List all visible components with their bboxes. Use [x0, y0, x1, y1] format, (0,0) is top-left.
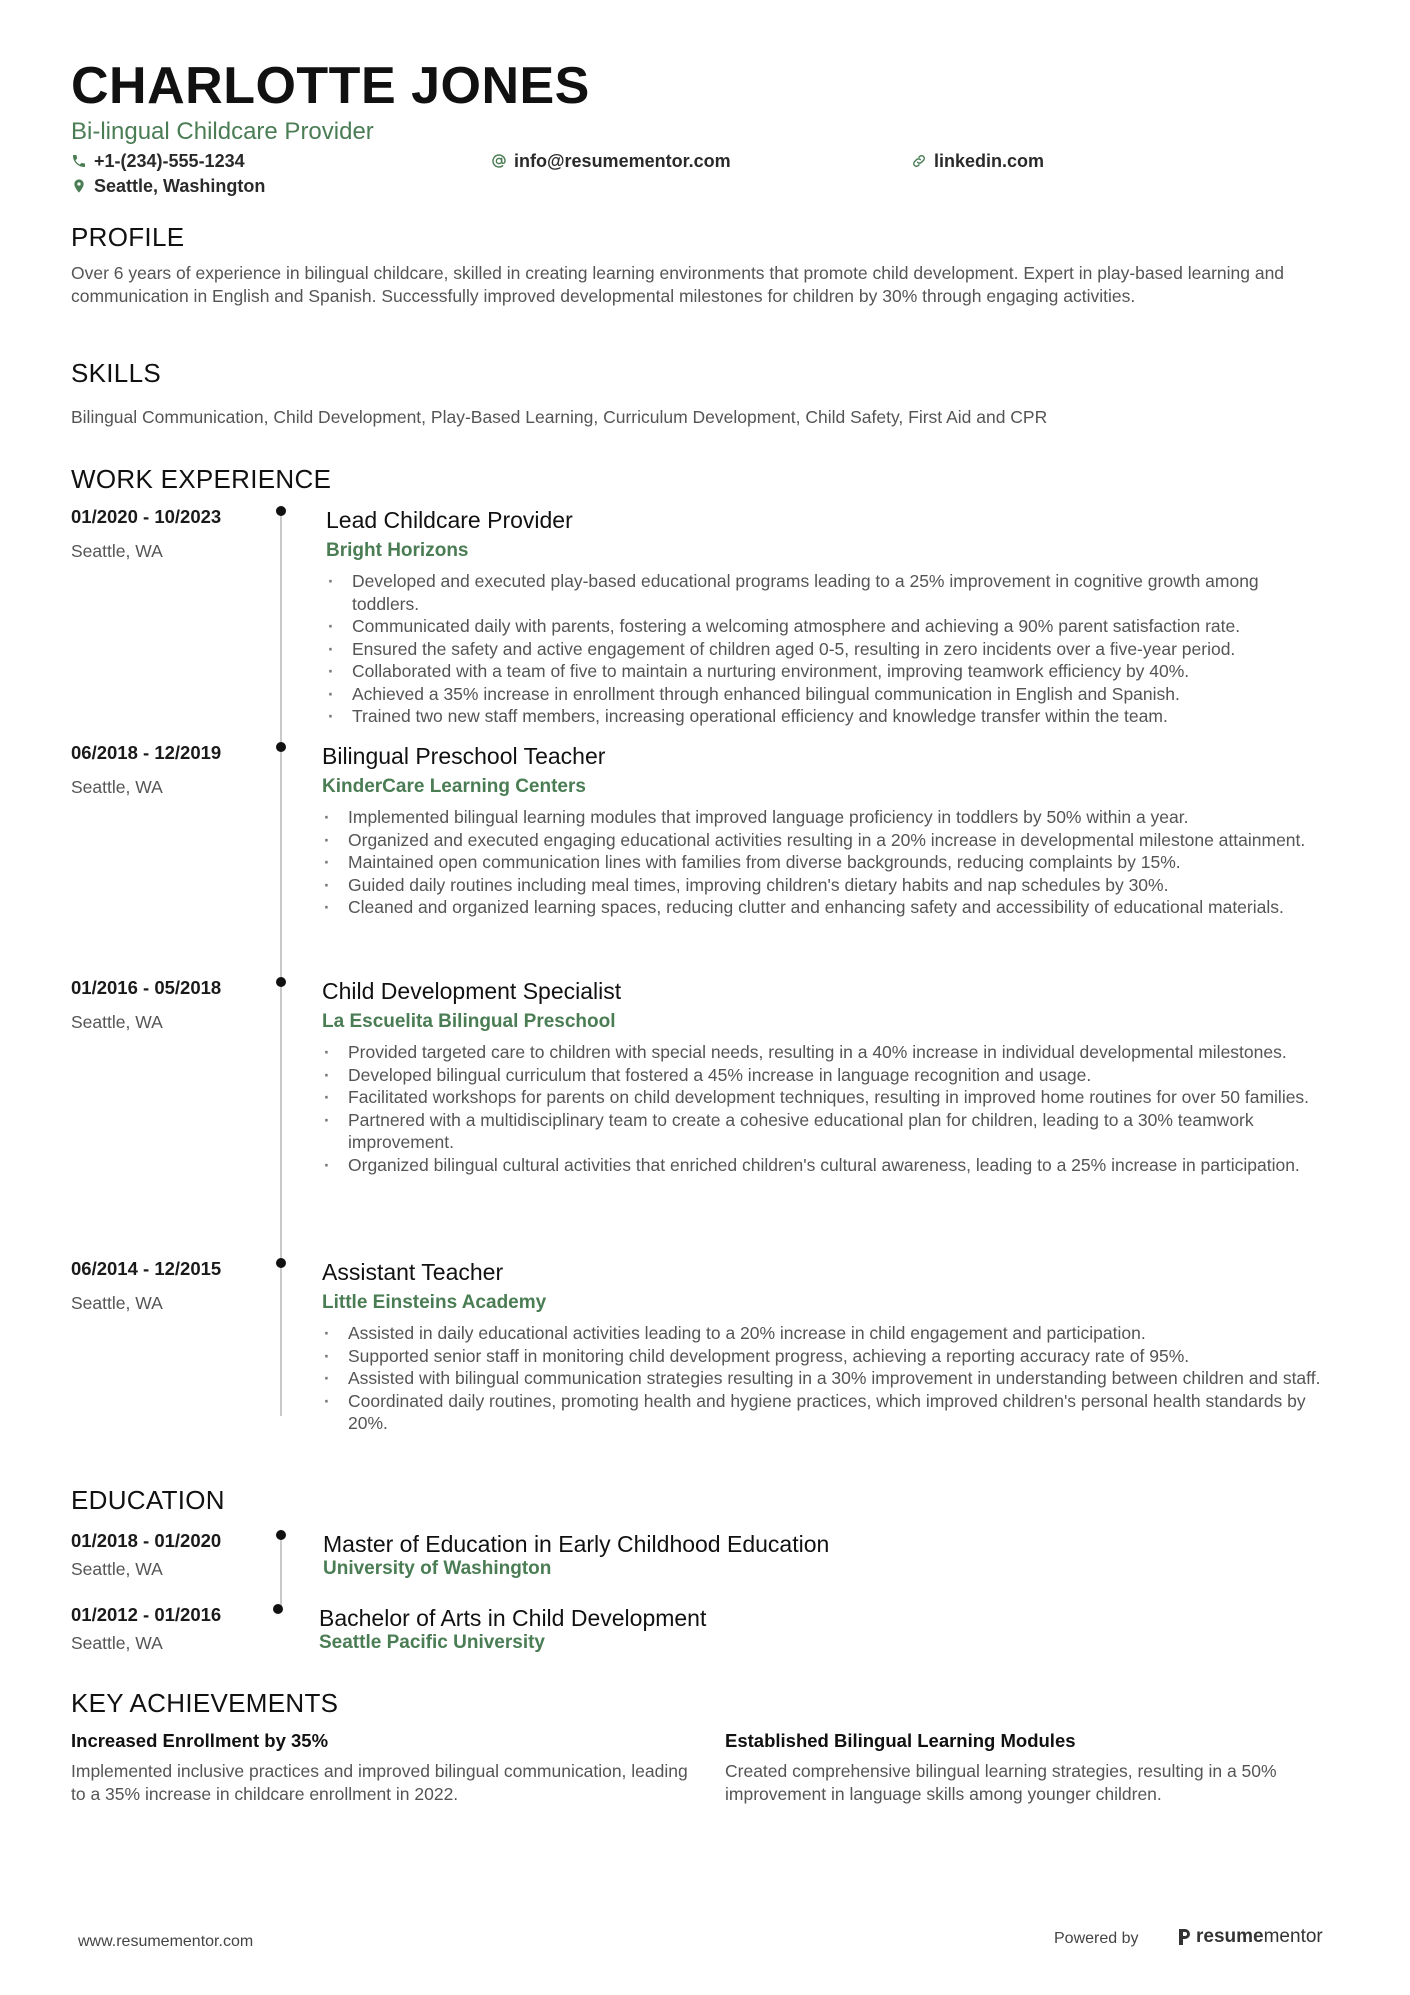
footer-powered-by: Powered by [1054, 1930, 1139, 1947]
contact-linkedin[interactable] [911, 150, 1044, 172]
email-text[interactable]: info@resumementor.com [514, 151, 731, 171]
experience-heading: WORK EXPERIENCE [71, 464, 332, 494]
contact-email[interactable] [491, 150, 731, 172]
location-text: Seattle, Washington [94, 176, 266, 196]
job-company: Bright Horizons [326, 540, 469, 561]
experience-timeline [280, 512, 282, 1416]
list-item: · Guided daily routines including meal times, improving children's dietary habits and nap schedules by 30%. [322, 874, 1326, 897]
job-title: Assistant Teacher [322, 1259, 504, 1285]
edu-degree: Bachelor of Arts in Child Development [319, 1605, 707, 1631]
timeline-dot [276, 506, 286, 516]
contact-phone [71, 150, 245, 172]
edu-school: University of Washington [323, 1558, 552, 1579]
job-title: Child Development Specialist [322, 978, 622, 1004]
resumementor-logo-icon [1176, 1927, 1192, 1947]
list-item: · Provided targeted care to children with special needs, resulting in a 40% increase in individual developmental milestones. [322, 1041, 1326, 1064]
achievement-title: Increased Enrollment by 35% [71, 1730, 329, 1751]
at-icon [491, 153, 507, 169]
list-item: · Developed and executed play-based educational programs leading to a 25% improvement in cognitive growth among toddlers. [326, 570, 1326, 615]
job-company: KinderCare Learning Centers [322, 776, 586, 797]
list-item: · Supported senior staff in monitoring child development progress, achieving a reporting accuracy rate of 95%. [322, 1345, 1326, 1368]
job-title: Lead Childcare Provider [326, 507, 573, 533]
brand-word-resume: resume [1196, 1926, 1264, 1947]
job-company: La Escuelita Bilingual Preschool [322, 1011, 616, 1032]
edu-degree: Master of Education in Early Childhood Education [323, 1531, 830, 1557]
skills-text: Bilingual Communication, Child Development, Play-Based Learning, Curriculum Development, Child Safety, First Aid and CPR [71, 407, 1048, 427]
job-bullets [326, 570, 1326, 728]
brand-word-mentor: mentor [1263, 1926, 1323, 1947]
job-bullets [322, 1041, 1326, 1176]
achievement-item [725, 1730, 1345, 1805]
timeline-dot [273, 1604, 283, 1614]
job-bullets [322, 1322, 1326, 1435]
list-item: · Organized bilingual cultural activities that enriched children's cultural awareness, leading to a 25% increase in participation. [322, 1154, 1326, 1177]
job-location: Seattle, WA [71, 777, 163, 797]
list-item: · Implemented bilingual learning modules that improved language proficiency in toddlers by 50% within a year. [322, 806, 1326, 829]
list-item: · Facilitated workshops for parents on child development techniques, resulting in improved home routines for over 50 families. [322, 1086, 1326, 1109]
job-date: 06/2014 - 12/2015 [71, 1258, 222, 1279]
achievements-heading: KEY ACHIEVEMENTS [71, 1688, 339, 1718]
list-item: · Developed bilingual curriculum that fostered a 45% increase in language recognition and usage. [322, 1064, 1326, 1087]
job-bullets [322, 806, 1326, 919]
job-location: Seattle, WA [71, 1293, 163, 1313]
list-item: · Maintained open communication lines with families from diverse backgrounds, reducing complaints by 15%. [322, 851, 1326, 874]
list-item: · Trained two new staff members, increasing operational efficiency and knowledge transfer within the team. [326, 705, 1326, 728]
skills-heading: SKILLS [71, 358, 161, 388]
job-company: Little Einsteins Academy [322, 1292, 547, 1313]
list-item: · Assisted with bilingual communication strategies resulting in a 30% improvement in understanding between children and staff. [322, 1367, 1326, 1390]
phone-icon [71, 153, 87, 169]
education-heading: EDUCATION [71, 1485, 225, 1515]
timeline-dot [276, 742, 286, 752]
contact-location [71, 175, 265, 197]
edu-date: 01/2012 - 01/2016 [71, 1604, 222, 1625]
list-item: · Organized and executed engaging educational activities resulting in a 20% increase in developmental milestone attainment. [322, 829, 1326, 852]
list-item: · Achieved a 35% increase in enrollment through enhanced bilingual communication in English and Spanish. [326, 683, 1326, 706]
edu-date: 01/2018 - 01/2020 [71, 1530, 222, 1551]
location-pin-icon [71, 178, 87, 194]
job-title: Bilingual Preschool Teacher [322, 743, 606, 769]
job-date: 06/2018 - 12/2019 [71, 742, 222, 763]
job-location: Seattle, WA [71, 541, 163, 561]
list-item: · Ensured the safety and active engagement of children aged 0-5, resulting in zero incidents over a five-year period. [326, 638, 1326, 661]
phone-text: +1-(234)-555-1234 [94, 151, 245, 171]
link-icon [911, 153, 927, 169]
list-item: · Communicated daily with parents, fostering a welcoming atmosphere and achieving a 90% parent satisfaction rate. [326, 615, 1326, 638]
education-timeline [280, 1530, 282, 1610]
edu-location: Seattle, WA [71, 1559, 163, 1579]
achievement-title: Established Bilingual Learning Modules [725, 1730, 1076, 1751]
achievement-desc: Created comprehensive bilingual learning strategies, resulting in a 50% improvement in language skills among younger children. [725, 1761, 1277, 1804]
candidate-role: Bi-lingual Childcare Provider [71, 118, 374, 145]
linkedin-text[interactable]: linkedin.com [934, 151, 1045, 171]
list-item: · Partnered with a multidisciplinary team to create a cohesive educational plan for children, leading to a 30% teamwork improvement. [322, 1109, 1326, 1154]
list-item: · Collaborated with a team of five to maintain a nurturing environment, improving teamwork efficiency by 40%. [326, 660, 1326, 683]
edu-school: Seattle Pacific University [319, 1632, 545, 1653]
list-item: · Coordinated daily routines, promoting health and hygiene practices, which improved children's personal health standards by 20%. [322, 1390, 1326, 1435]
footer-website[interactable]: www.resumementor.com [78, 1933, 254, 1950]
profile-heading: PROFILE [71, 222, 185, 252]
job-date: 01/2016 - 05/2018 [71, 977, 222, 998]
timeline-dot [276, 1530, 286, 1540]
footer-brand-logo[interactable] [1176, 1926, 1323, 1948]
timeline-dot [276, 977, 286, 987]
timeline-dot [276, 1258, 286, 1268]
candidate-name: CHARLOTTE JONES [71, 57, 590, 115]
list-item: · Cleaned and organized learning spaces, reducing clutter and enhancing safety and accessibility of educational materials. [322, 896, 1326, 919]
job-date: 01/2020 - 10/2023 [71, 506, 222, 527]
achievement-desc: Implemented inclusive practices and improved bilingual communication, leading to a 35% increase in childcare enrollment in 2022. [71, 1761, 688, 1804]
edu-location: Seattle, WA [71, 1633, 163, 1653]
profile-text: Over 6 years of experience in bilingual childcare, skilled in creating learning environments that promote child development. Expert in play-based learning and communication in English and Spanish. Successfully improved developmental milestones for children by 30% through engaging activities. [71, 263, 1285, 306]
list-item: · Assisted in daily educational activities leading to a 20% increase in child engagement and participation. [322, 1322, 1326, 1345]
achievement-item [71, 1730, 691, 1805]
job-location: Seattle, WA [71, 1012, 163, 1032]
